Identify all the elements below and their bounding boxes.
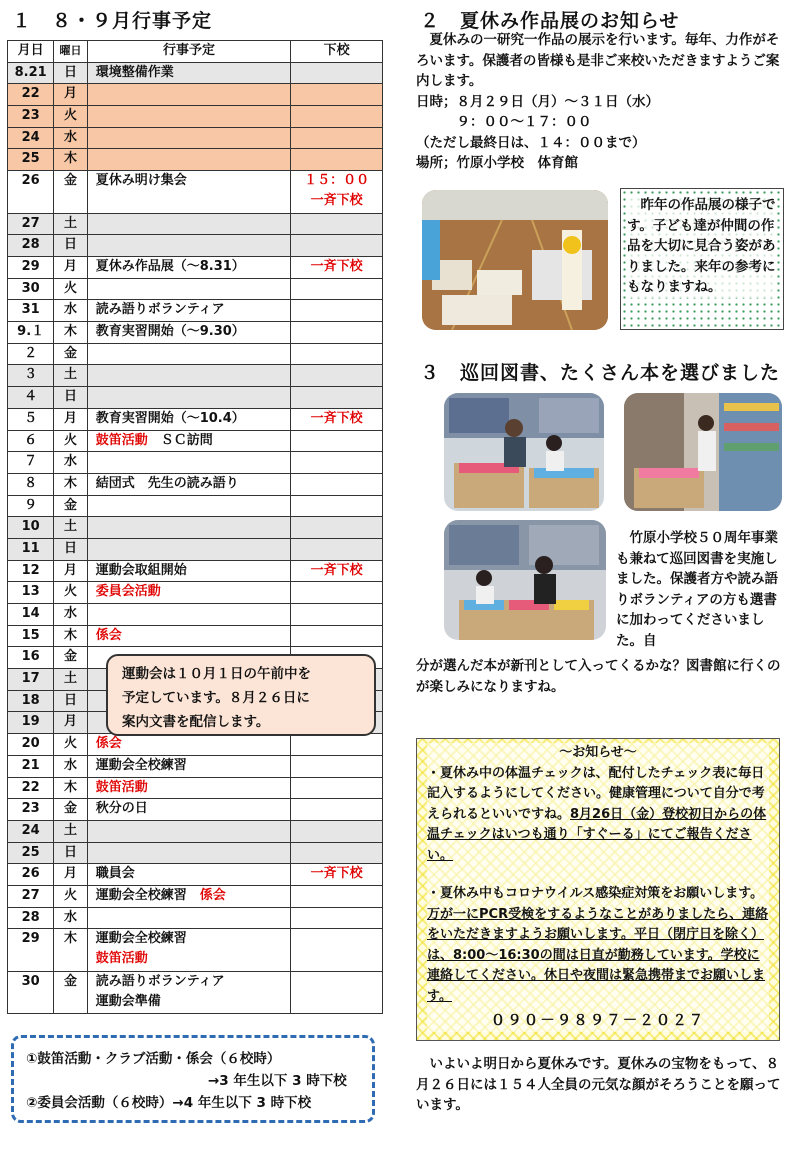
row-event-text: 鼓笛活動 (95, 432, 148, 448)
row-weekday: 日 (54, 538, 87, 560)
row-weekday: 火 (54, 582, 87, 604)
notice-title: ～お知らせ～ (559, 745, 637, 760)
row-date: 26 (8, 171, 54, 214)
row-dismissal (291, 387, 383, 409)
row-event-text: 秋分の日 (95, 801, 148, 817)
row-date: ３ (8, 365, 54, 387)
notice-covid (427, 884, 769, 1007)
row-event (87, 538, 291, 560)
section2-title: ２ 夏休み作品展のお知らせ (420, 10, 680, 32)
row-event (87, 213, 291, 235)
row-event (87, 560, 291, 582)
row-dismissal (291, 799, 383, 821)
row-date: 23 (8, 106, 54, 128)
table-row (8, 365, 383, 387)
row-event-text: 係会 (199, 887, 226, 903)
table-row (8, 257, 383, 279)
row-dismissal (291, 365, 383, 387)
table-row (8, 820, 383, 842)
book-selection-image-2 (624, 393, 782, 511)
row-event-text: 教育実習開始（～9.30） (95, 324, 245, 340)
row-weekday: 火 (54, 734, 87, 756)
row-event-text: 鼓笛活動 (95, 951, 148, 967)
exhibition-photo (422, 190, 608, 330)
row-weekday: 日 (54, 387, 87, 409)
row-dismissal (291, 820, 383, 842)
row-dismissal (291, 842, 383, 864)
table-row (8, 560, 383, 582)
row-event-text: 環境整備作業 (95, 64, 174, 80)
row-weekday: 月 (54, 560, 87, 582)
row-weekday: 月 (54, 864, 87, 886)
book-selection-image-1 (444, 393, 604, 511)
row-date: ６ (8, 430, 54, 452)
row-dismissal (291, 625, 383, 647)
row-event (87, 106, 291, 128)
row-event-text: 委員会活動 (95, 584, 161, 600)
row-date: 13 (8, 582, 54, 604)
table-row (8, 387, 383, 409)
row-date: 28 (8, 907, 54, 929)
table-row (8, 322, 383, 344)
row-event (87, 365, 291, 387)
row-event (87, 278, 291, 300)
row-date: 26 (8, 864, 54, 886)
row-weekday: 木 (54, 473, 87, 495)
row-weekday: 土 (54, 669, 87, 691)
exhibition-caption-text: 昨年の作品展の様子です。子ども達が仲間の作品を大切に見合う姿がありました。来年の参考にもなりますね。 (627, 195, 777, 298)
table-row (8, 971, 383, 1014)
row-date: 14 (8, 604, 54, 626)
row-event (87, 907, 291, 929)
row-dismissal-text: 一斉下校 (310, 259, 363, 274)
row-weekday: 水 (54, 907, 87, 929)
book-selection-image-3 (444, 520, 606, 640)
table-row (8, 343, 383, 365)
row-event-text: 運動会全校練習 (95, 931, 187, 947)
table-row (8, 149, 383, 171)
row-weekday: 土 (54, 365, 87, 387)
row-event (87, 62, 291, 84)
row-dismissal (291, 604, 383, 626)
row-event (87, 842, 291, 864)
emergency-phone: ０９０－９８９７－２０２７ (490, 1013, 706, 1029)
schedule-body (8, 62, 383, 1014)
table-row (8, 452, 383, 474)
exhibition-caption (620, 188, 784, 330)
row-dismissal-text: １５：００ (304, 173, 370, 189)
row-weekday: 金 (54, 647, 87, 669)
section1-title: １ ８・９月行事予定 (12, 10, 213, 32)
header-dismissal: 下校 (291, 41, 383, 63)
section2-text (416, 30, 786, 174)
row-date: 16 (8, 647, 54, 669)
row-date: 12 (8, 560, 54, 582)
row-weekday: 月 (54, 84, 87, 106)
row-event (87, 885, 291, 907)
table-header-row (8, 41, 383, 63)
sports-day-note-line3: 案内文書を配信します。 (122, 714, 270, 730)
row-weekday: 木 (54, 929, 87, 972)
row-dismissal (291, 885, 383, 907)
row-event (87, 755, 291, 777)
row-event (87, 127, 291, 149)
row-weekday: 水 (54, 755, 87, 777)
row-event (87, 387, 291, 409)
row-weekday: 土 (54, 517, 87, 539)
table-row (8, 213, 383, 235)
row-weekday: 火 (54, 106, 87, 128)
row-dismissal (291, 864, 383, 886)
row-event (87, 408, 291, 430)
row-dismissal (291, 430, 383, 452)
row-dismissal (291, 473, 383, 495)
schedule-table (7, 40, 383, 1014)
table-row (8, 235, 383, 257)
sports-day-note (106, 654, 376, 736)
row-event-text: 夏休み明け集会 (95, 173, 187, 189)
row-event (87, 149, 291, 171)
footnote-line2: →3 年生以下 3 時下校 (208, 1073, 347, 1089)
row-weekday: 火 (54, 885, 87, 907)
row-dismissal (291, 213, 383, 235)
row-date: 30 (8, 278, 54, 300)
sports-day-note-line1: 運動会は１０月１日の午前中を (122, 666, 311, 682)
row-weekday: 金 (54, 799, 87, 821)
table-row (8, 171, 383, 214)
row-event (87, 777, 291, 799)
row-event (87, 799, 291, 821)
row-weekday: 水 (54, 127, 87, 149)
table-row (8, 62, 383, 84)
row-date: 8.21 (8, 62, 54, 84)
exhibition-date: 日時；８月２９日（月）～３１日（水） (416, 93, 659, 110)
row-dismissal (291, 538, 383, 560)
row-weekday: 月 (54, 257, 87, 279)
row-event (87, 84, 291, 106)
row-date: 18 (8, 690, 54, 712)
row-dismissal (291, 560, 383, 582)
row-date: ４ (8, 387, 54, 409)
library-photo-1 (444, 393, 604, 511)
row-dismissal (291, 408, 383, 430)
row-dismissal (291, 495, 383, 517)
row-event-text: 結団式 先生の読み語り (95, 475, 239, 491)
row-event (87, 452, 291, 474)
table-row (8, 84, 383, 106)
table-row (8, 734, 383, 756)
row-dismissal (291, 343, 383, 365)
table-row (8, 517, 383, 539)
row-event (87, 430, 291, 452)
row-weekday: 月 (54, 712, 87, 734)
row-dismissal (291, 62, 383, 84)
row-dismissal (291, 929, 383, 972)
row-date: 17 (8, 669, 54, 691)
row-event-text: 運動会準備 (95, 993, 161, 1009)
row-event (87, 343, 291, 365)
row-date: 9.１ (8, 322, 54, 344)
notice-box (416, 738, 780, 1041)
row-date: 29 (8, 929, 54, 972)
table-row (8, 907, 383, 929)
row-weekday: 月 (54, 408, 87, 430)
header-event: 行事予定 (87, 41, 291, 63)
row-dismissal (291, 149, 383, 171)
exhibition-time: ９：００～１７：００ (416, 114, 592, 130)
row-weekday: 金 (54, 495, 87, 517)
row-weekday: 金 (54, 343, 87, 365)
row-dismissal (291, 300, 383, 322)
row-weekday: 水 (54, 300, 87, 322)
row-weekday: 水 (54, 452, 87, 474)
row-event-text: 係会 (95, 736, 122, 752)
row-dismissal (291, 127, 383, 149)
table-row (8, 278, 383, 300)
row-dismissal-text: 一斉下校 (310, 410, 363, 426)
table-row (8, 842, 383, 864)
gym-exhibition-image (422, 190, 608, 330)
row-dismissal (291, 582, 383, 604)
row-dismissal (291, 452, 383, 474)
row-date: 23 (8, 799, 54, 821)
row-date: 27 (8, 885, 54, 907)
row-weekday: 木 (54, 777, 87, 799)
library-side-text: 竹原小学校５０周年事業も兼ねて巡回図書を実施しました。保護者方や読み語りボランティアの方も選書に加わってくださいました。自 (616, 530, 778, 649)
row-date: 30 (8, 971, 54, 1014)
row-event (87, 235, 291, 257)
row-weekday: 土 (54, 213, 87, 235)
exhibition-place: 場所；竹原小学校 体育館 (416, 155, 578, 171)
footnote-line1: ①鼓笛活動・クラブ活動・係会（６校時） (26, 1051, 281, 1067)
row-date: 28 (8, 235, 54, 257)
row-event (87, 322, 291, 344)
notice-temperature-underlined: 8月26日（金）登校初日からの体温チェックはいつも通り「すぐーる」にてご報告ください。 (427, 806, 767, 863)
row-date: 22 (8, 777, 54, 799)
row-dismissal (291, 257, 383, 279)
row-date: ９ (8, 495, 54, 517)
notice-covid-underlined: 万が一にPCR受検をするようなことがありましたら、連絡をいただきますようお願いします。平日（閉庁日を除く）は、8:00～16:30の間は日直が勤務しています。学校に連絡してください。休日や夜間は緊急携帯までお願いします。 (427, 906, 769, 1004)
row-date: 11 (8, 538, 54, 560)
row-weekday: 木 (54, 322, 87, 344)
row-weekday: 木 (54, 625, 87, 647)
row-dismissal (291, 106, 383, 128)
closing-text: いよいよ明日から夏休みです。夏休みの宝物をもって、８月２６日には１５４人全員の元気な顔がそろうことを願っています。 (416, 1056, 781, 1113)
table-row (8, 582, 383, 604)
row-event (87, 300, 291, 322)
row-event (87, 625, 291, 647)
row-event (87, 734, 291, 756)
header-weekday: 曜日 (54, 41, 87, 63)
row-weekday: 水 (54, 604, 87, 626)
row-weekday: 日 (54, 62, 87, 84)
notice-temperature-text: ・夏休み中の体温チェックは、配付したチェック表に毎日記入するようにしてください。健康管理について自分で考えられるといいですね。 (427, 765, 765, 822)
row-date: ７ (8, 452, 54, 474)
row-event (87, 495, 291, 517)
row-event (87, 971, 291, 1014)
row-weekday: 火 (54, 430, 87, 452)
library-photo-3 (444, 520, 606, 640)
table-row (8, 604, 383, 626)
table-row (8, 495, 383, 517)
row-date: 24 (8, 820, 54, 842)
row-event (87, 171, 291, 214)
row-weekday: 木 (54, 149, 87, 171)
row-date: 19 (8, 712, 54, 734)
row-event (87, 517, 291, 539)
row-date: 25 (8, 149, 54, 171)
row-event (87, 820, 291, 842)
row-dismissal (291, 734, 383, 756)
row-dismissal (291, 235, 383, 257)
row-event (87, 582, 291, 604)
table-row (8, 300, 383, 322)
row-dismissal (291, 84, 383, 106)
row-dismissal (291, 777, 383, 799)
table-row (8, 430, 383, 452)
row-dismissal (291, 971, 383, 1014)
table-row (8, 799, 383, 821)
row-dismissal (291, 278, 383, 300)
row-dismissal (291, 517, 383, 539)
header-date: 月日 (8, 41, 54, 63)
notice-inner (427, 743, 769, 1032)
table-row (8, 929, 383, 972)
row-event-text: 係会 (95, 627, 122, 643)
row-event (87, 864, 291, 886)
row-event (87, 929, 291, 972)
row-event-text: 読み語りボランティア (95, 302, 225, 318)
row-event (87, 604, 291, 626)
notice-covid-text: ・夏休み中もコロナウイルス感染症対策をお願いします。 (427, 886, 764, 901)
row-event-text: 鼓笛活動 (95, 779, 148, 795)
row-event-text: 運動会取組開始 (95, 562, 187, 578)
table-row (8, 538, 383, 560)
row-dismissal-text: 一斉下校 (310, 866, 363, 882)
table-row (8, 127, 383, 149)
row-weekday: 金 (54, 971, 87, 1014)
row-weekday: 日 (54, 842, 87, 864)
row-event-text: 運動会全校練習 (95, 757, 187, 773)
row-weekday: 土 (54, 820, 87, 842)
row-date: 24 (8, 127, 54, 149)
table-row (8, 473, 383, 495)
row-date: 27 (8, 213, 54, 235)
dismissal-footnote (11, 1035, 375, 1123)
sports-day-note-line2: 予定しています。８月２６日に (122, 690, 310, 706)
row-event (87, 257, 291, 279)
row-event-text: 職員会 (95, 866, 135, 882)
row-event (87, 473, 291, 495)
row-date: 20 (8, 734, 54, 756)
row-dismissal-text: 一斉下校 (310, 193, 363, 209)
row-date: ２ (8, 343, 54, 365)
table-row (8, 625, 383, 647)
row-date: 29 (8, 257, 54, 279)
row-dismissal (291, 755, 383, 777)
row-dismissal (291, 322, 383, 344)
row-date: ８ (8, 473, 54, 495)
row-date: 25 (8, 842, 54, 864)
row-date: 31 (8, 300, 54, 322)
table-row (8, 777, 383, 799)
row-event-text: 夏休み作品展（～8.31） (95, 259, 245, 274)
footnote-line3: ②委員会活動（６校時）→4 年生以下 3 時下校 (26, 1095, 312, 1111)
row-dismissal (291, 907, 383, 929)
row-dismissal-text: 一斉下校 (310, 562, 363, 578)
table-row (8, 755, 383, 777)
row-weekday: 日 (54, 690, 87, 712)
exhibition-note: （ただし最終日は、１４：００まで） (416, 134, 646, 151)
notice-temperature (427, 764, 769, 867)
row-date: 10 (8, 517, 54, 539)
row-weekday: 金 (54, 171, 87, 214)
row-event-text: 教育実習開始（～10.4） (95, 410, 245, 426)
section3-title: ３ 巡回図書、たくさん本を選びました (420, 362, 781, 384)
row-dismissal (291, 171, 383, 214)
row-weekday: 火 (54, 278, 87, 300)
table-row (8, 408, 383, 430)
row-event-text: 読み語りボランティア (95, 973, 225, 989)
exhibition-body: 夏休みの一研究一作品の展示を行います。毎年、力作がそろいます。保護者の皆様も是非ご来校いただきますようご案内します。 (416, 32, 780, 89)
library-photo-2 (624, 393, 782, 511)
table-row (8, 885, 383, 907)
table-row (8, 106, 383, 128)
row-date: 15 (8, 625, 54, 647)
row-date: ５ (8, 408, 54, 430)
row-weekday: 日 (54, 235, 87, 257)
library-full-text: 分が選んだ本が新刊として入ってくるかな？図書館に行くのが楽しみになりますね。 (416, 658, 781, 695)
row-event-text: ＳＣ訪問 (147, 432, 213, 448)
row-event-text: 運動会全校練習 (95, 887, 200, 903)
row-date: 21 (8, 755, 54, 777)
row-date: 22 (8, 84, 54, 106)
table-row (8, 864, 383, 886)
